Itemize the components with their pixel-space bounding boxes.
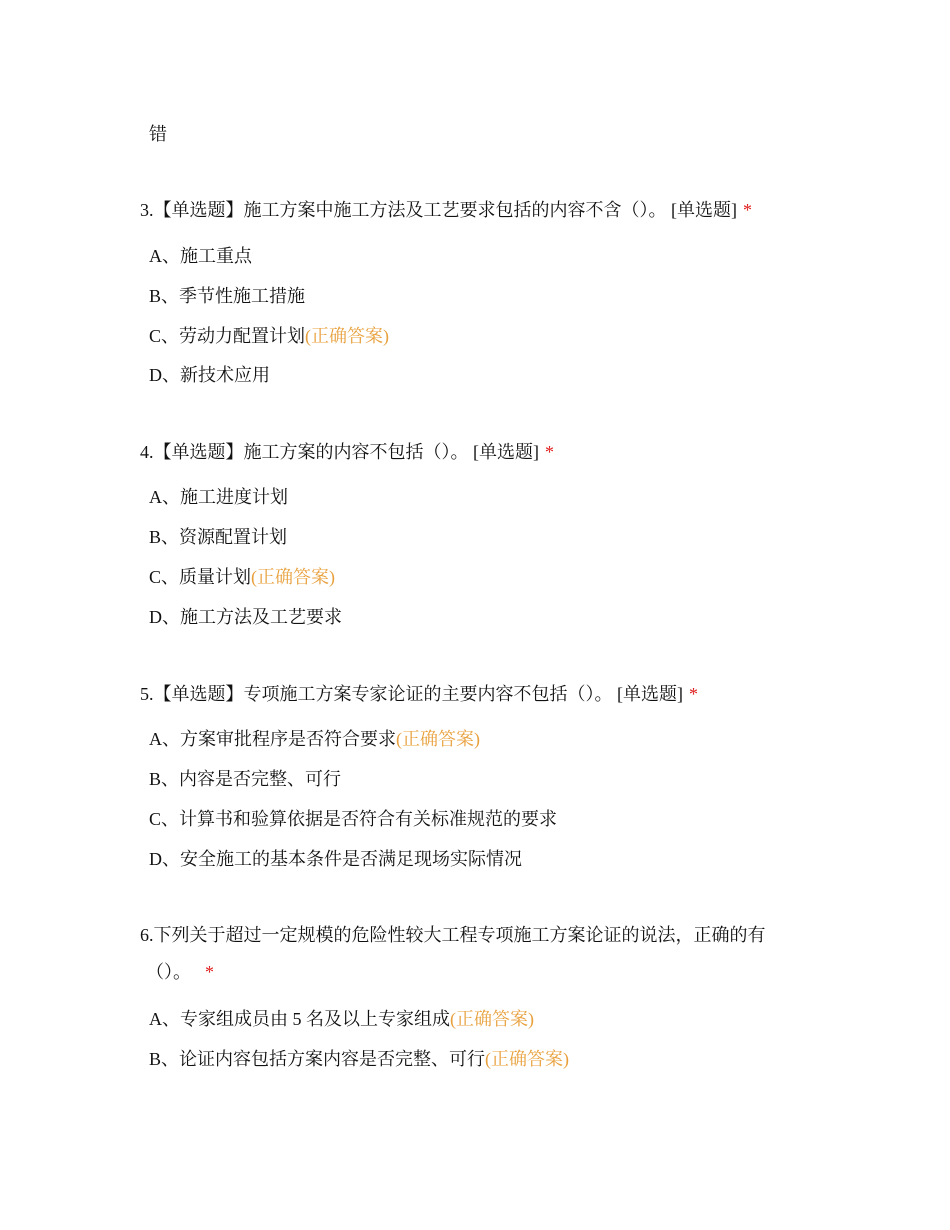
question-5-title bbox=[140, 682, 698, 706]
required-star: * bbox=[743, 200, 752, 220]
option-label: B、论证内容包括方案内容是否完整、可行 bbox=[149, 1049, 486, 1069]
question-3-option-a[interactable] bbox=[149, 244, 252, 268]
question-4-option-b[interactable] bbox=[149, 525, 287, 549]
question-6-title-text-cont: （）。 bbox=[146, 962, 191, 982]
question-3-title bbox=[140, 198, 752, 222]
option-label: D、新技术应用 bbox=[149, 365, 270, 385]
question-4-option-c[interactable] bbox=[149, 565, 335, 589]
option-label: A、施工进度计划 bbox=[149, 487, 288, 507]
option-label: B、季节性施工措施 bbox=[149, 286, 306, 306]
question-6-option-b[interactable] bbox=[149, 1047, 569, 1071]
question-5-option-b[interactable] bbox=[149, 767, 341, 791]
question-3-title-text: 3.【单选题】施工方案中施工方法及工艺要求包括的内容不含（）。 [单选题] bbox=[140, 200, 737, 220]
question-4-option-a[interactable] bbox=[149, 485, 288, 509]
question-6-title-line2 bbox=[146, 960, 214, 984]
option-label: A、施工重点 bbox=[149, 246, 252, 266]
question-6-title-line1 bbox=[140, 923, 766, 947]
option-label: A、专家组成员由 5 名及以上专家组成 bbox=[149, 1009, 450, 1029]
correct-answer-tag: (正确答案) bbox=[485, 1049, 570, 1069]
question-4-title bbox=[140, 440, 554, 464]
question-5-title-text: 5.【单选题】专项施工方案专家论证的主要内容不包括（）。 [单选题] bbox=[140, 684, 683, 704]
question-3-option-c[interactable] bbox=[149, 324, 389, 348]
question-3-option-d[interactable] bbox=[149, 363, 270, 387]
question-6-title-text: 6.下列关于超过一定规模的危险性较大工程专项施工方案论证的说法，正确的有 bbox=[140, 925, 766, 945]
required-star: * bbox=[205, 962, 214, 982]
question-5-option-d[interactable] bbox=[149, 847, 522, 871]
question-5-option-a[interactable] bbox=[149, 727, 480, 751]
option-label: C、劳动力配置计划 bbox=[149, 326, 306, 346]
correct-answer-tag: (正确答案) bbox=[305, 326, 390, 346]
correct-answer-tag: (正确答案) bbox=[396, 729, 480, 749]
question-6-option-a[interactable] bbox=[149, 1007, 534, 1031]
required-star: * bbox=[689, 684, 698, 704]
correct-answer-tag: (正确答案) bbox=[450, 1009, 534, 1029]
option-label: C、质量计划 bbox=[149, 567, 252, 587]
option-label: B、内容是否完整、可行 bbox=[149, 769, 342, 789]
option-label: A、方案审批程序是否符合要求 bbox=[149, 729, 396, 749]
question-5-option-c[interactable] bbox=[149, 807, 557, 831]
question-4-title-text: 4.【单选题】施工方案的内容不包括（）。 [单选题] bbox=[140, 442, 539, 462]
option-label: D、安全施工的基本条件是否满足现场实际情况 bbox=[149, 849, 522, 869]
required-star: * bbox=[545, 442, 554, 462]
correct-answer-tag: (正确答案) bbox=[251, 567, 336, 587]
question-4-option-d[interactable] bbox=[149, 605, 342, 629]
option-label: B、资源配置计划 bbox=[149, 527, 288, 547]
option-label: D、施工方法及工艺要求 bbox=[149, 607, 342, 627]
previous-answer-text: 错 bbox=[149, 124, 167, 144]
option-label: C、计算书和验算依据是否符合有关标准规范的要求 bbox=[149, 809, 558, 829]
question-3-option-b[interactable] bbox=[149, 284, 305, 308]
